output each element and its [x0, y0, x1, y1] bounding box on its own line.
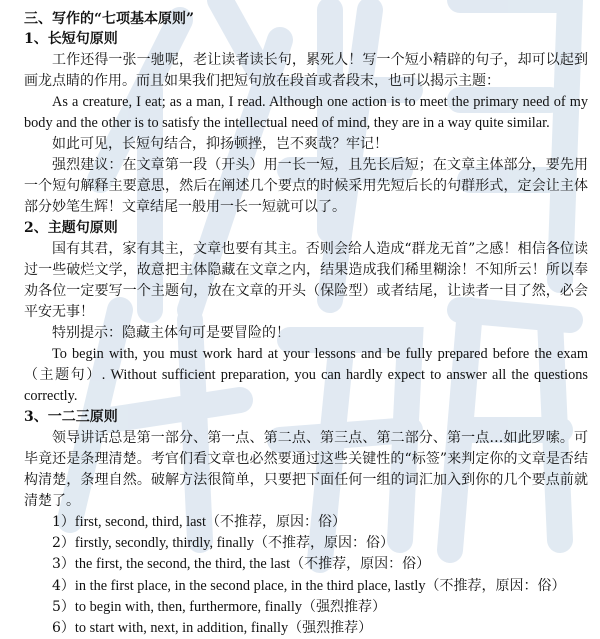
paragraph-suggestion: 强烈建议：在文章第一段（开头）用一长一短，且先长后短；在文章主体部分，要先用一个短句解释主要意思，然后在阐述几个要点的时候采用先短后长的句群形式，定会让主体部分妙笔生辉！文章结尾一般用一长一短就可以了。 — [24, 157, 588, 215]
list-item-number: 1） — [52, 514, 75, 530]
paragraph-intro-short-sentence: 工作还得一张一驰呢，老让读者读长句，累死人！写一个短小精辟的句子，却可以起到画龙点睛的作用。而且如果我们把短句放在段首或者段末，也可以揭示主题： — [24, 52, 588, 89]
list-item — [24, 512, 588, 533]
english-example-exam — [24, 344, 588, 407]
list-item-number: 4） — [52, 577, 75, 594]
list-item-note: （强烈推荐） — [302, 598, 387, 615]
connector-list — [24, 512, 588, 639]
list-item-number: 2） — [52, 535, 75, 552]
list-item — [24, 597, 588, 618]
list-item-text: to start with, next, in addition, finally — [74, 620, 289, 637]
list-item-text: in the first place, in the second place, in the third place, lastly — [74, 577, 426, 594]
list-item-number: 3） — [52, 556, 75, 573]
heading-one-two-three: 3、一二三原则 — [24, 409, 118, 425]
list-item-text: first, second, third, last — [74, 514, 206, 530]
list-item-note: （强烈推荐） — [288, 620, 373, 637]
paragraph-conclusion-1: 如此可见，长短句结合，抑扬顿挫，岂不爽哉？牢记！ — [52, 136, 388, 152]
heading-short-long-sentence: 1、长短句原则 — [24, 31, 118, 47]
list-item-text: the first, the second, the third, the last — [74, 556, 291, 573]
paragraph-special-tip: 特别提示：隐藏主体句可是要冒险的！ — [52, 325, 290, 341]
list-item-note: （不推荐，原因：俗） — [205, 514, 346, 530]
english-example-creature: As a creature, I eat; as a man, I read. Although one action is to meet the primary need of my body and the other is to satisfy the intellectual need of mind, they are in a way quite similar. — [24, 94, 588, 131]
list-item-note: （不推荐，原因：俗） — [425, 577, 566, 594]
list-item-text: firstly, secondly, thirdly, finally — [74, 535, 254, 552]
list-item-note: （不推荐，原因：俗） — [254, 535, 394, 552]
example-exam-en: To begin with, you must work hard at your lessons and be fully prepared before the exam — [52, 346, 588, 362]
list-item-number: 6） — [52, 620, 75, 637]
paragraph-one-two-three: 领导讲话总是第一部分、第一点、第二点、第三点、第二部分、第一点…如此罗嗦。可毕竟还是条理清楚。考官们看文章也必然要通过这些关键性的“标签”来判定你的文章是否结构清楚，条理自然。破解方法很简单，只要把下面任何一组的词汇加入到你的几个要点前就清楚了。 — [24, 430, 588, 509]
list-item-note: （不推荐，原因：俗） — [290, 556, 431, 573]
example-exam-rest: . Without sufficient preparation, you can hardly expect to answer all the questions correctly. — [24, 367, 588, 404]
list-item — [24, 533, 588, 554]
list-item-text: to begin with, then, furthermore, finally — [74, 598, 303, 615]
section-title: 三、写作的“七项基本原则” — [24, 11, 195, 27]
heading-topic-sentence: 2、主题句原则 — [24, 220, 118, 236]
example-exam-note: （主题句） — [24, 367, 102, 383]
list-item — [24, 618, 588, 639]
list-item — [24, 554, 588, 575]
paragraph-topic-sentence: 国有其君，家有其主，文章也要有其主。否则会给人造成“群龙无首”之感！相信各位读过一些破烂文学，故意把主体隐藏在文章之内，结果造成我们稀里糊涂！不知所云！所以奉劝各位一定要写一个主题句，放在文章的开头（保险型）或者结尾，让读者一目了然，必会平安无事！ — [24, 241, 588, 320]
list-item-number: 5） — [52, 598, 75, 615]
